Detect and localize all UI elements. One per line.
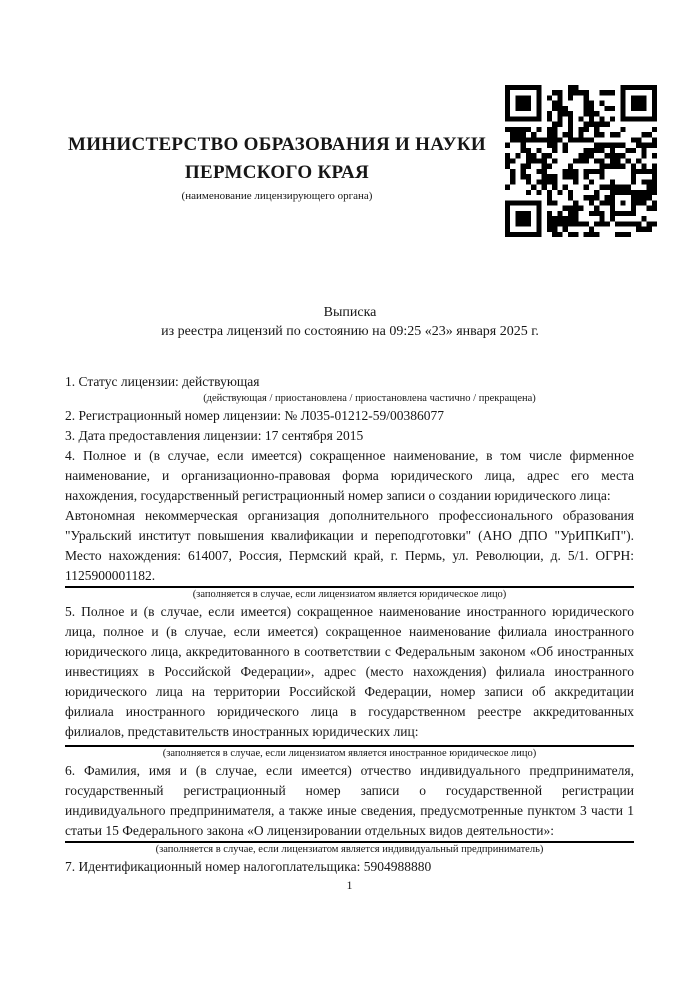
qr-code-pattern bbox=[505, 85, 657, 237]
ministry-name-line1: МИНИСТЕРСТВО ОБРАЗОВАНИЯ И НАУКИ bbox=[67, 134, 487, 155]
item-1-caption: (действующая / приостановлена / приостановлена частично / прекращена) bbox=[203, 393, 536, 404]
item-2-registration-number: 2. Регистрационный номер лицензии: № Л035-01212-59/00386077 bbox=[65, 408, 445, 423]
document-title bbox=[0, 303, 700, 341]
page-number: 1 bbox=[346, 878, 353, 892]
item-6-question-individual-entrepreneur: 6. Фамилия, имя и (в случае, если имеется) отчество индивидуального предпринимателя, государственный регистрационный номер записи о государственной регистрации индивидуального предпринимателя, а также иные сведения, предусмотренные пунктом 3 части 1 статьи 15 Федерального закона «О лицензировании отдельных видов деятельности»: bbox=[65, 763, 634, 838]
item-5-caption: (заполняется в случае, если лицензиатом является иностранное юридическое лицо) bbox=[162, 748, 537, 759]
item-7-taxpayer-number: 7. Идентификационный номер налогоплательщика: 5904988880 bbox=[65, 859, 432, 874]
item-4-caption: (заполняется в случае, если лицензиатом является юридическое лицо) bbox=[192, 589, 507, 600]
licensing-authority-header bbox=[65, 131, 489, 203]
item-1-license-status: 1. Статус лицензии: действующая bbox=[65, 374, 260, 389]
item-4-answer-legal-entity: Автономная некоммерческая организация дополнительного профессионального образования "Уральский институт повышения квалификации и переподготовки" (АНО ДПО "УрИПКиП"). Место нахождения: 614007, Россия, Пермский край, г. Пермь, ул. Революции, д. 5/1. ОГРН: 1125900001182. bbox=[65, 508, 634, 583]
item-5-question-foreign-entity: 5. Полное и (в случае, если имеется) сокращенное наименование иностранного юридического лица, полное и (в случае, если имеется) сокращенное наименование филиала иностранного юридического лица, аккредитованного в соответствии с Федеральным законом «Об иностранных инвестициях в Российской Федерации», адрес (место нахождения) филиала иностранного юридического лица на территории Российской Федерации, номер записи об аккредитации филиала иностранного юридического лица в государственном реестре аккредитованных филиалов, представительств иностранных юридических лиц: bbox=[65, 604, 634, 739]
document-body bbox=[65, 372, 634, 893]
item-3-license-date: 3. Дата предоставления лицензии: 17 сентября 2015 bbox=[65, 428, 364, 443]
title-line2-extract-date: из реестра лицензий по состоянию на 09:25 «23» января 2025 г. bbox=[161, 324, 539, 339]
qr-code bbox=[505, 85, 657, 237]
title-line1: Выписка bbox=[323, 305, 377, 320]
ministry-name-line2: ПЕРМСКОГО КРАЯ bbox=[184, 162, 370, 183]
licensing-authority-caption: (наименование лицензирующего органа) bbox=[181, 190, 373, 202]
item-4-question: 4. Полное и (в случае, если имеется) сокращенное наименование, в том числе фирменное наименование, и организационно-правовая форма юридического лица, адрес его места нахождения, государственный регистрационный номер записи о создании юридического лица: bbox=[65, 448, 634, 503]
item-6-caption: (заполняется в случае, если лицензиатом является индивидуальный предприниматель) bbox=[155, 844, 544, 855]
